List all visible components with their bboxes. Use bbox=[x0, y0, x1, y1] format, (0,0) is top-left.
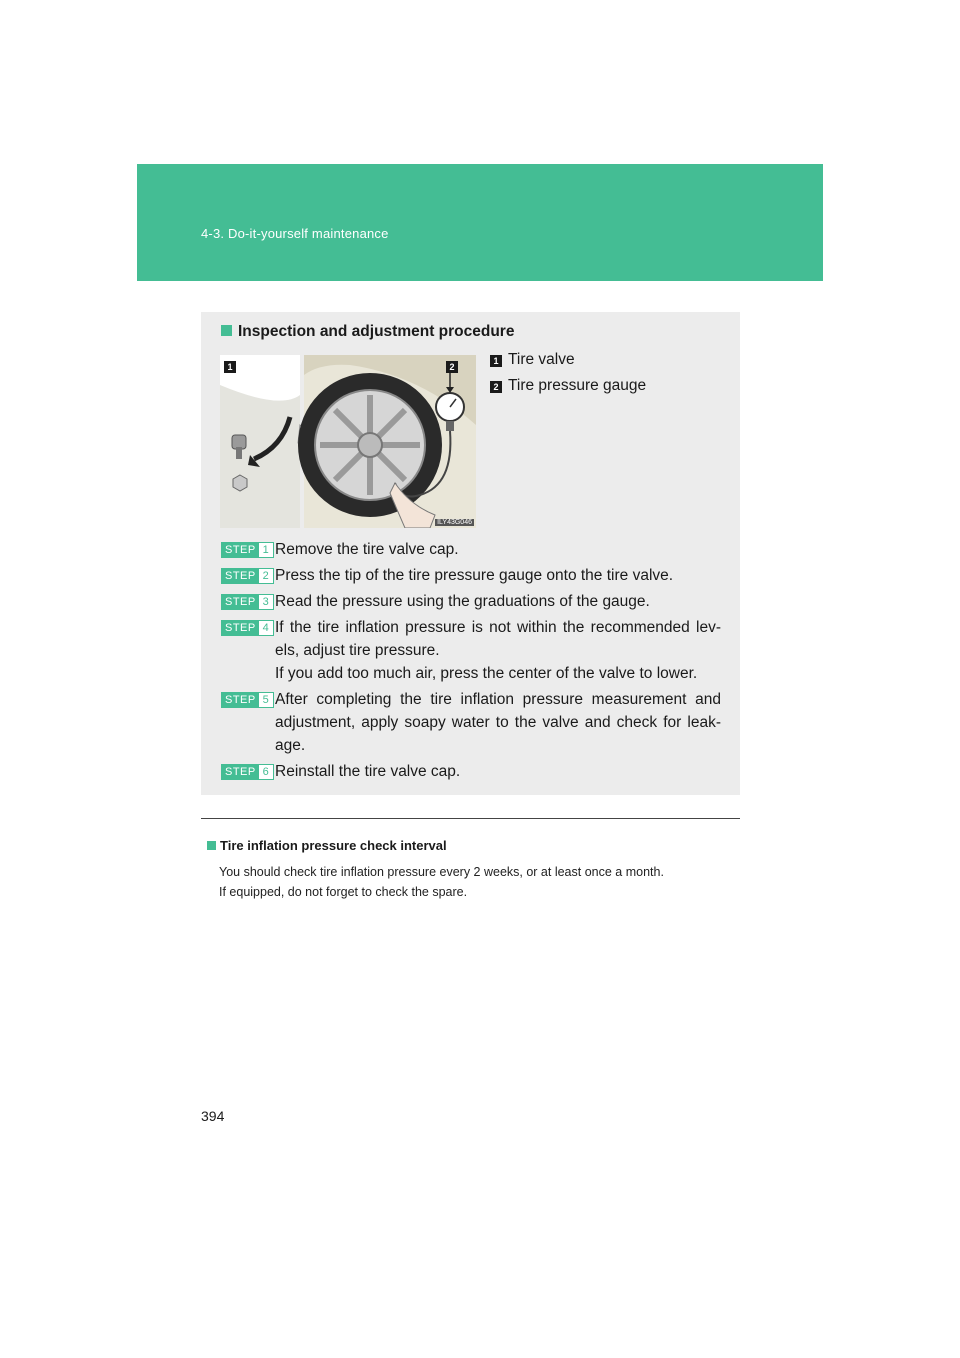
step-5: STEP 5 After completing the tire inflation pressure measurement and adjustment, apply soapy water to the valve and check for leak-age. bbox=[221, 688, 721, 757]
steps-list bbox=[221, 538, 721, 786]
step-6: STEP 6 Reinstall the tire valve cap. bbox=[221, 760, 721, 783]
header-band bbox=[137, 164, 823, 281]
callout-1: 1 bbox=[227, 362, 233, 372]
legend-item-2: 2 Tire pressure gauge bbox=[490, 377, 646, 395]
step-badge: STEP 1 bbox=[221, 542, 274, 558]
step-badge: STEP 2 bbox=[221, 568, 274, 584]
square-bullet-icon bbox=[221, 325, 232, 336]
step-1: STEP 1 Remove the tire valve cap. bbox=[221, 538, 721, 561]
divider bbox=[201, 818, 740, 819]
note-text: You should check tire inflation pressure every 2 weeks, or at least once a month. If equipped, do not forget to check the spare. bbox=[219, 865, 664, 899]
number-1-icon: 1 bbox=[490, 355, 502, 367]
number-2-icon: 2 bbox=[490, 381, 502, 393]
step-badge: STEP 5 bbox=[221, 692, 274, 708]
panel-heading: Inspection and adjustment procedure bbox=[221, 323, 514, 341]
figure-code: ILY43G046 bbox=[437, 519, 472, 526]
procedure-panel bbox=[201, 312, 740, 795]
step-badge: STEP 3 bbox=[221, 594, 274, 610]
callout-2: 2 bbox=[449, 362, 455, 372]
tire-figure bbox=[220, 355, 476, 528]
step-badge: STEP 6 bbox=[221, 764, 274, 780]
tire-illustration bbox=[220, 355, 476, 528]
legend-item-1: 1 Tire valve bbox=[490, 351, 575, 369]
note-heading: Tire inflation pressure check interval bbox=[207, 838, 447, 853]
step-2: STEP 2 Press the tip of the tire pressure gauge onto the tire valve. bbox=[221, 564, 721, 587]
square-bullet-icon bbox=[207, 841, 216, 850]
section-title: 4-3. Do-it-yourself maintenance bbox=[201, 226, 389, 241]
step-4: STEP 4 If the tire inflation pressure is not within the recommended lev-els, adjust tire pressure. If you add too much air, press the center of the valve to lower. bbox=[221, 616, 721, 685]
page-number: 394 bbox=[201, 1108, 225, 1124]
step-badge: STEP 4 bbox=[221, 620, 274, 636]
step-3: STEP 3 Read the pressure using the graduations of the gauge. bbox=[221, 590, 721, 613]
